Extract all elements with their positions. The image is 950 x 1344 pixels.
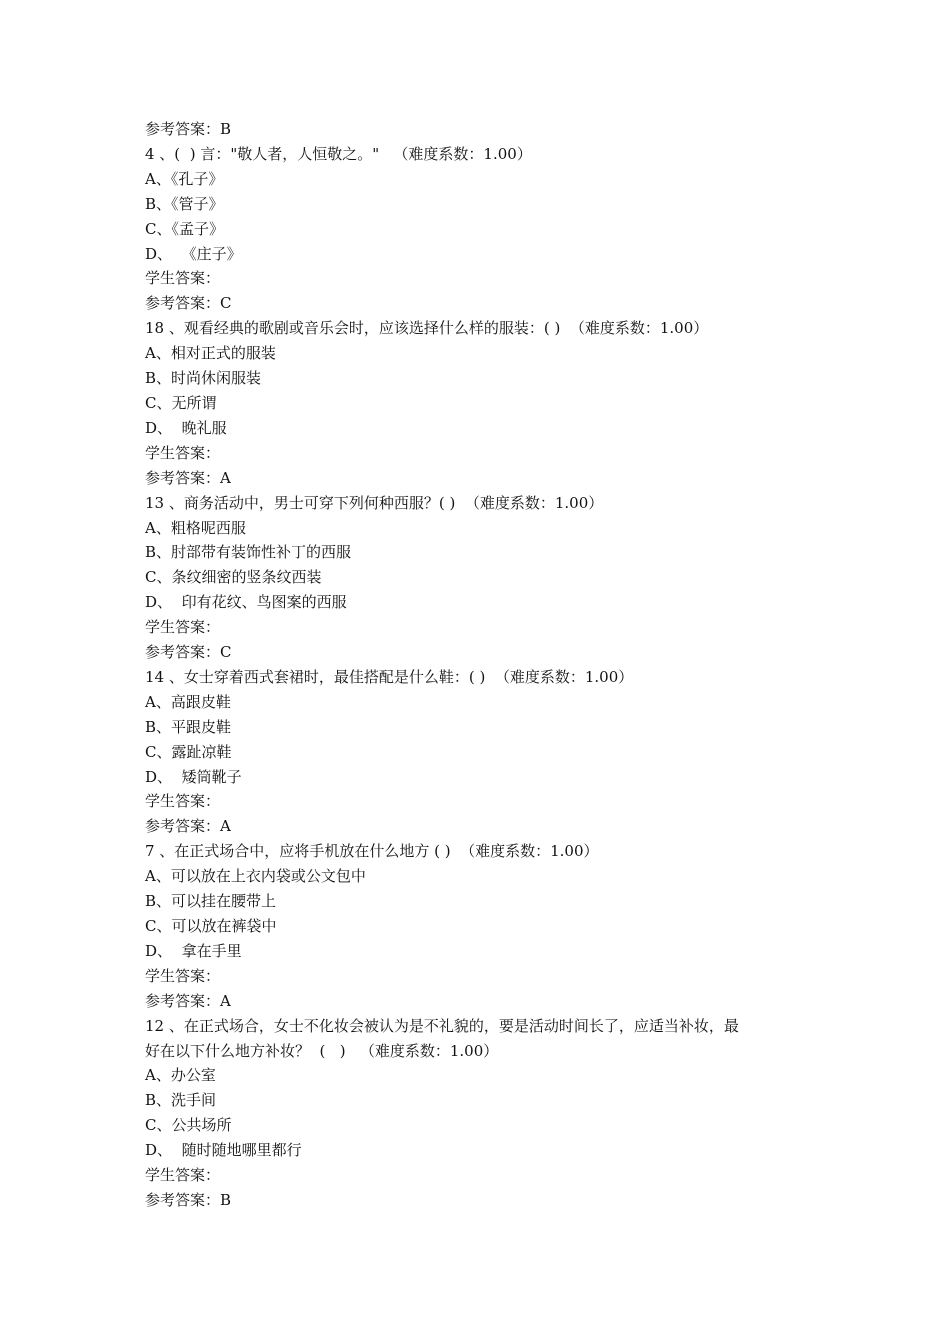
question-stem: 14 、女士穿着西式套裙时，最佳搭配是什么鞋：( ) （难度系数：1.00）	[145, 667, 634, 686]
option-a: A、粗格呢西服	[145, 518, 246, 537]
reference-answer: 参考答案：B	[145, 1190, 232, 1209]
option-c: C、露趾凉鞋	[145, 742, 232, 761]
option-d: D、 矮筒靴子	[145, 767, 242, 786]
question-stem: 7 、在正式场合中，应将手机放在什么地方 ( ) （难度系数：1.00）	[145, 842, 599, 861]
option-a: A、办公室	[145, 1066, 216, 1085]
option-a: A、相对正式的服装	[145, 344, 276, 363]
question-stem: 4 、( ) 言："敬人者，人恒敬之。" （难度系数：1.00）	[145, 144, 532, 163]
student-answer: 学生答案：	[145, 966, 221, 985]
option-b: B、肘部带有装饰性补丁的西服	[145, 543, 352, 562]
reference-answer: 参考答案：C	[145, 643, 232, 662]
option-c: C、无所谓	[145, 393, 217, 412]
option-b: B、可以挂在腰带上	[145, 892, 277, 911]
question-stem: 18 、观看经典的歌剧或音乐会时，应该选择什么样的服装：( ) （难度系数：1.00）	[145, 319, 709, 338]
option-c: C、《孟子》	[145, 219, 224, 238]
student-answer: 学生答案：	[145, 443, 221, 462]
reference-answer: 参考答案：B	[145, 120, 232, 138]
option-b: B、洗手间	[145, 1091, 217, 1110]
option-b: B、《管子》	[145, 194, 224, 213]
option-b: B、平跟皮鞋	[145, 717, 232, 736]
option-d: D、 拿在手里	[145, 941, 242, 960]
option-a: A、高跟皮鞋	[145, 692, 231, 711]
student-answer: 学生答案：	[145, 269, 221, 288]
reference-answer: 参考答案：C	[145, 294, 232, 313]
document-page	[145, 117, 825, 1213]
option-c: C、条纹细密的竖条纹西装	[145, 568, 322, 587]
student-answer: 学生答案：	[145, 792, 221, 811]
option-d: D、 晚礼服	[145, 418, 227, 437]
option-d: D、 《庄子》	[145, 244, 242, 263]
question-stem: 13 、商务活动中，男士可穿下列何种西服？( ) （难度系数：1.00）	[145, 493, 604, 512]
question-stem-continued: 好在以下什么地方补妆？ ( ) （难度系数：1.00）	[145, 1041, 499, 1060]
student-answer: 学生答案：	[145, 1166, 221, 1185]
option-d: D、 印有花纹、鸟图案的西服	[145, 593, 347, 612]
option-d: D、 随时随地哪里都行	[145, 1141, 302, 1160]
option-a: A、可以放在上衣内袋或公文包中	[145, 867, 366, 886]
option-c: C、公共场所	[145, 1116, 232, 1135]
option-b: B、时尚休闲服装	[145, 369, 262, 388]
option-a: A、《孔子》	[145, 169, 224, 188]
question-stem: 12 、在正式场合，女士不化妆会被认为是不礼貌的，要是活动时间长了，应适当补妆，最	[145, 1016, 739, 1035]
reference-answer: 参考答案：A	[145, 991, 231, 1010]
reference-answer: 参考答案：A	[145, 817, 231, 836]
student-answer: 学生答案：	[145, 618, 221, 637]
option-c: C、可以放在裤袋中	[145, 917, 277, 935]
reference-answer: 参考答案：A	[145, 468, 231, 487]
